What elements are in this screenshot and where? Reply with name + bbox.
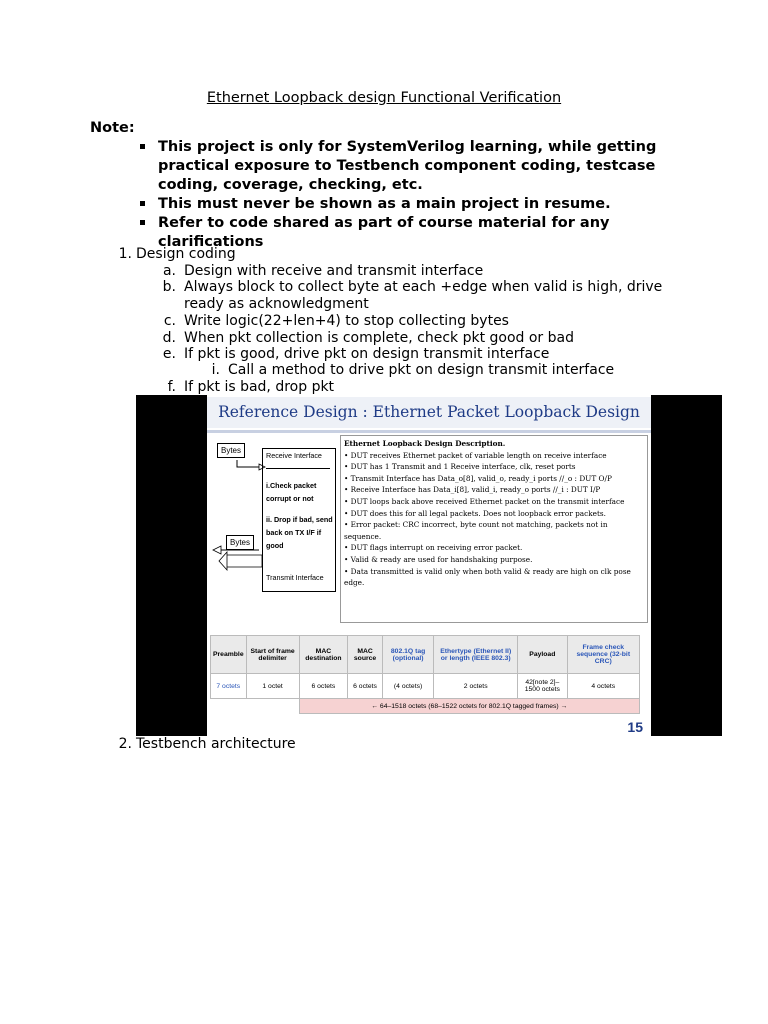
table-header: Preamble bbox=[211, 636, 247, 674]
bullet-item: Refer to code shared as part of course material for any clarifications bbox=[140, 214, 660, 252]
table-cell: 42[note 2]–1500 octets bbox=[518, 674, 567, 699]
description-item: • DUT has 1 Transmit and 1 Receive interface, clk, reset ports bbox=[344, 462, 576, 472]
table-header: Ethertype (Ethernet II) or length (IEEE 802.3) bbox=[434, 636, 518, 674]
table-cell: 1 octet bbox=[246, 674, 299, 699]
slide-page-number: 15 bbox=[627, 719, 643, 735]
sub-text: Write logic(22+len+4) to stop collecting bytes bbox=[184, 313, 509, 329]
transmit-interface-label: Transmit Interface bbox=[266, 573, 324, 582]
description-item: • DUT receives Ethernet packet of variable length on receive interface bbox=[344, 450, 607, 460]
table-span-row bbox=[211, 699, 640, 714]
arrows-graphic bbox=[207, 435, 267, 625]
table-header: Payload bbox=[518, 636, 567, 674]
description-item: • Valid & ready are used for handshaking purpose. bbox=[344, 554, 533, 564]
description-item: • DUT loops back above received Ethernet packet on the transmit interface bbox=[344, 496, 625, 506]
sub-label: d. bbox=[162, 330, 176, 346]
note-label: Note: bbox=[90, 120, 135, 136]
bullet-item: This must never be shown as a main project in resume. bbox=[140, 195, 660, 214]
table-span-cell: ← 64–1518 octets (68–1522 octets for 802.1Q tagged frames) → bbox=[299, 699, 639, 714]
sub-text: If pkt is good, drive pkt on design transmit interface bbox=[184, 346, 550, 362]
table-row bbox=[211, 674, 640, 699]
sub-label: c. bbox=[163, 313, 176, 329]
table-cell: (4 octets) bbox=[382, 674, 433, 699]
table-cell: 4 octets bbox=[567, 674, 639, 699]
list-text: Testbench architecture bbox=[136, 736, 296, 752]
list-number: 1. bbox=[118, 246, 132, 262]
bullet-item: This project is only for SystemVerilog learning, while getting practical exposure to Testbench component coding, testcase coding, coverage, checking, etc. bbox=[140, 138, 660, 195]
description-heading: Ethernet Loopback Design Description. bbox=[344, 439, 506, 448]
block-diagram bbox=[207, 435, 651, 625]
sub-label: a. bbox=[162, 263, 176, 279]
receive-interface-label: Receive Interface bbox=[266, 451, 330, 469]
table-empty-cell bbox=[211, 699, 300, 714]
reference-design-slide bbox=[136, 395, 722, 736]
table-header: MAC source bbox=[348, 636, 383, 674]
slide-content bbox=[207, 395, 651, 736]
table-header-row bbox=[211, 636, 640, 674]
description-item: • Error packet: CRC incorrect, byte count not matching, packets not in sequence. bbox=[344, 520, 608, 541]
design-description-box bbox=[340, 435, 648, 623]
document-title: Ethernet Loopback design Functional Verification bbox=[206, 90, 562, 106]
table-header: Start of frame delimiter bbox=[246, 636, 299, 674]
description-item: • Transmit Interface has Data_o[8], valid_o, ready_i ports //_o : DUT O/P bbox=[344, 473, 612, 483]
drop-packet-label: ii. Drop if bad, send back on TX I/F if good bbox=[266, 515, 333, 550]
table-cell: 6 octets bbox=[348, 674, 383, 699]
sub-text: When pkt collection is complete, check pkt good or bad bbox=[184, 330, 574, 346]
sub-text: Call a method to drive pkt on design transmit interface bbox=[228, 362, 615, 378]
table-header: MAC destination bbox=[299, 636, 348, 674]
bytes-in-box: Bytes bbox=[217, 443, 245, 458]
table-cell: 2 octets bbox=[434, 674, 518, 699]
ethernet-frame-table bbox=[210, 635, 640, 714]
table-header: Frame check sequence (32-bit CRC) bbox=[567, 636, 639, 674]
sub-label: e. bbox=[162, 346, 176, 362]
check-packet-label: i.Check packet corrupt or not bbox=[266, 481, 317, 503]
list-text: Design coding bbox=[136, 246, 236, 262]
dut-block bbox=[262, 448, 336, 592]
note-bullets bbox=[140, 138, 660, 252]
slide-divider bbox=[207, 430, 651, 433]
table-cell: 7 octets bbox=[211, 674, 247, 699]
description-item: • DUT does this for all legal packets. Does not loopback error packets. bbox=[344, 508, 606, 518]
bytes-out-box: Bytes bbox=[226, 535, 254, 550]
sub-label: b. bbox=[162, 279, 176, 295]
slide-title: Reference Design : Ethernet Packet Loopback Design bbox=[207, 397, 651, 428]
sub-text: If pkt is bad, drop pkt bbox=[184, 379, 335, 395]
list-number: 2. bbox=[118, 736, 132, 752]
table-header: 802.1Q tag (optional) bbox=[382, 636, 433, 674]
table-cell: 6 octets bbox=[299, 674, 348, 699]
description-item: • Receive Interface has Data_i[8], valid_i, ready_o ports //_i : DUT I/P bbox=[344, 485, 601, 495]
sub-label: i. bbox=[211, 362, 220, 378]
sub-label: f. bbox=[167, 379, 176, 395]
description-item: • Data transmitted is valid only when both valid & ready are high on clk pose edge. bbox=[344, 566, 631, 588]
sub-text: Always block to collect byte at each +edge when valid is high, drive ready as acknowledgment bbox=[184, 279, 663, 312]
description-item: • DUT flags interrupt on receiving error packet. bbox=[344, 543, 523, 553]
sub-text: Design with receive and transmit interface bbox=[184, 263, 484, 279]
